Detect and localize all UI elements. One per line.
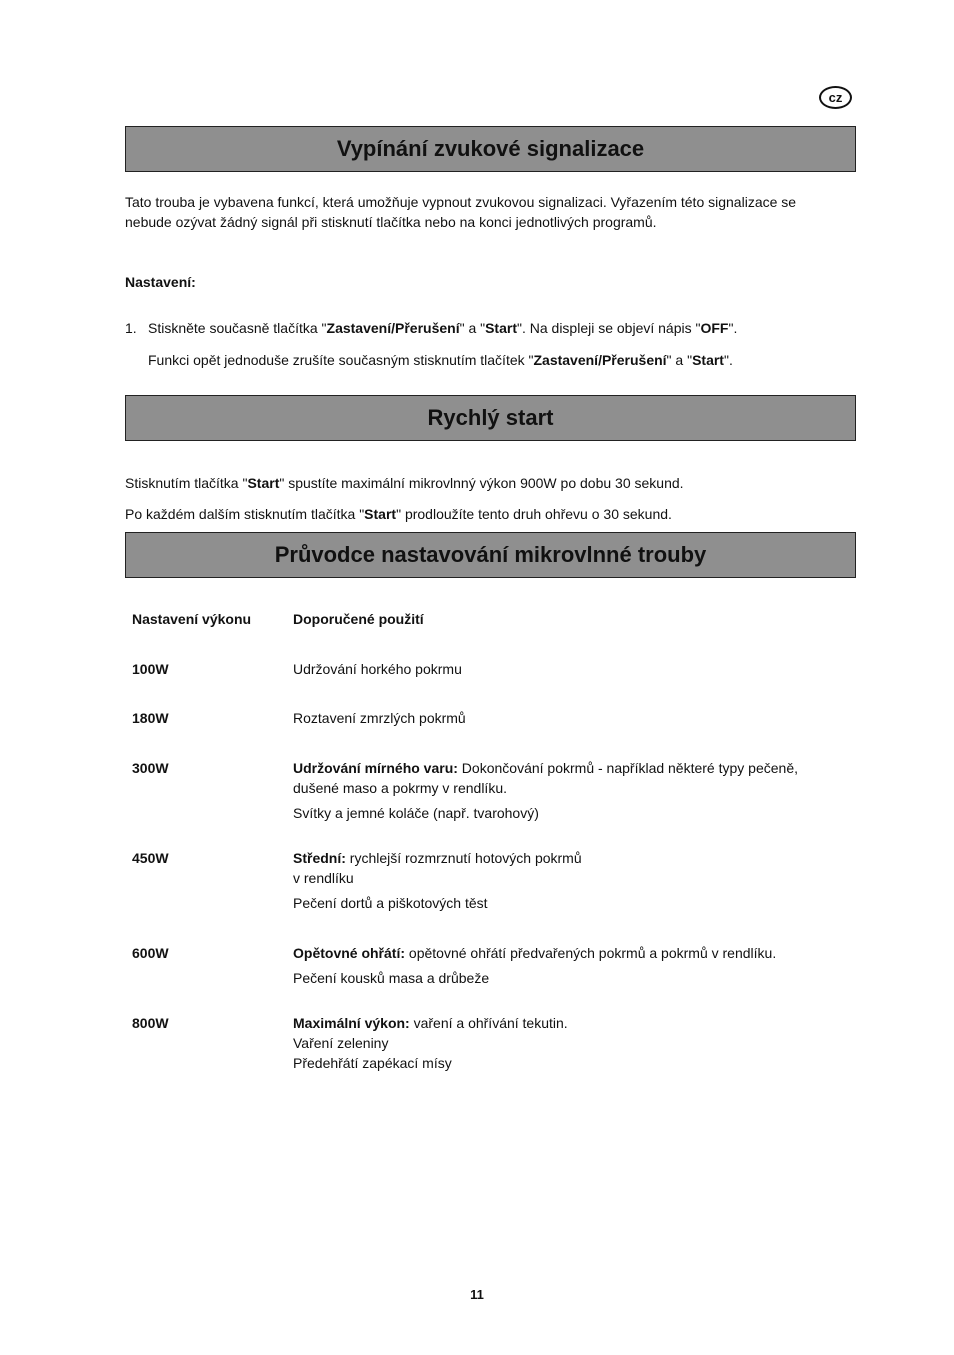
table-row-usage: Udržování mírného varu: Dokončování pokrmů - například některé typy pečeně, dušené maso a pokrmy v rendlíku. Svítky a jemné koláče (např. tvarohový) bbox=[293, 760, 798, 821]
table-row-usage: Roztavení zmrzlých pokrmů bbox=[293, 710, 466, 726]
language-badge: cz bbox=[819, 86, 852, 109]
table-row-power: 100W bbox=[132, 661, 169, 677]
table-row-usage: Maximální výkon: vaření a ohřívání tekutin. Vaření zeleniny Předehřátí zapékací mísy bbox=[293, 1015, 568, 1071]
table-row-power: 180W bbox=[132, 710, 169, 726]
quick-start-line-2: Po každém dalším stisknutím tlačítka "Start" prodloužíte tento druh ohřevu o 30 sekund. bbox=[125, 506, 672, 522]
table-row-power: 600W bbox=[132, 945, 169, 961]
section-title-sound: Vypínání zvukové signalizace bbox=[125, 126, 856, 172]
section-title-quick-start: Rychlý start bbox=[125, 395, 856, 441]
step-number: 1. bbox=[125, 320, 137, 336]
table-row-power: 450W bbox=[132, 850, 169, 866]
section-title-power-guide: Průvodce nastavování mikrovlnné trouby bbox=[125, 532, 856, 578]
table-row-usage: Opětovné ohřátí: opětovné ohřátí předvařených pokrmů a pokrmů v rendlíku. Pečení kousků masa a drůbeže bbox=[293, 945, 777, 986]
sound-intro-text: Tato trouba je vybavena funkcí, která umožňuje vypnout zvukovou signalizaci. Vyřazením této signalizace se nebude ozývat žádný signál při stisknutí tlačítka nebo na konci jednotlivých programů. bbox=[125, 194, 797, 230]
step-1-cancel-text: Funkci opět jednoduše zrušíte současným stisknutím tlačítek "Zastavení/Přerušení" a "Start". bbox=[148, 352, 733, 368]
table-row-power: 800W bbox=[132, 1015, 169, 1031]
table-row-power: 300W bbox=[132, 760, 169, 776]
step-1-text: Stiskněte současně tlačítka "Zastavení/Přerušení" a "Start". Na displeji se objeví nápis "OFF". bbox=[148, 320, 738, 336]
table-row-usage: Střední: rychlejší rozmrznutí hotových pokrmů v rendlíku Pečení dortů a piškotových těst bbox=[293, 850, 582, 911]
table-header-power: Nastavení výkonu bbox=[132, 611, 252, 627]
quick-start-line-1: Stisknutím tlačítka "Start" spustíte maximální mikrovlnný výkon 900W po dobu 30 sekund. bbox=[125, 475, 684, 491]
settings-subheading: Nastavení: bbox=[125, 274, 196, 290]
page-number: 11 bbox=[470, 1287, 484, 1302]
table-row-usage: Udržování horkého pokrmu bbox=[293, 661, 462, 677]
table-header-usage: Doporučené použití bbox=[293, 611, 424, 627]
